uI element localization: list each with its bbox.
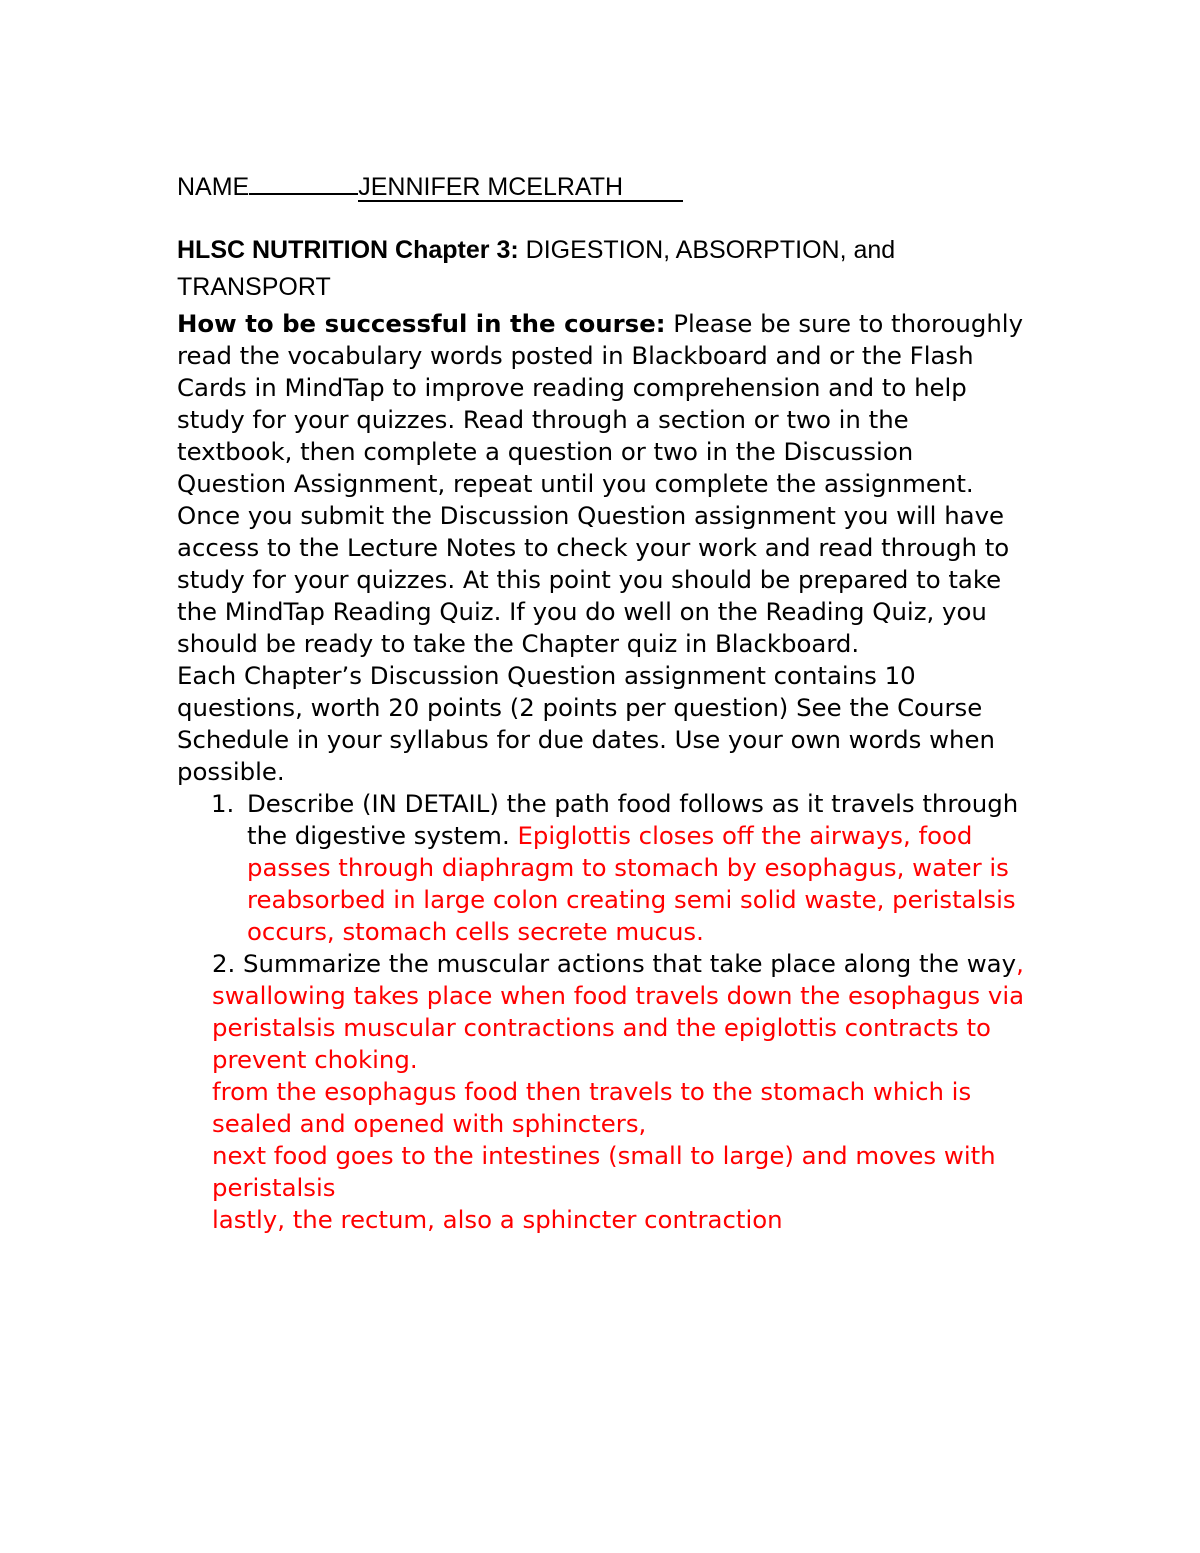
heading-title: DIGESTION, ABSORPTION, and TRANSPORT: [177, 236, 896, 301]
instructions-paragraph: Each Chapter’s Discussion Question assignment contains 10 questions, worth 20 points (2 points per question) See the Course Schedule in your syllabus for due dates. Use your own words when possible.: [177, 661, 995, 786]
chapter-heading: [177, 232, 977, 306]
question-1-number: 1.: [211, 789, 235, 818]
question-2-answer-line-4: lastly, the rectum, also a sphincter contraction: [212, 1205, 783, 1234]
name-field: [177, 168, 1027, 206]
question-2-number: 2.: [212, 949, 236, 978]
heading-course: HLSC NUTRITION Chapter 3:: [177, 236, 519, 264]
question-2-prompt: Summarize the muscular actions that take place along the way: [235, 949, 1017, 978]
intro-paragraph: [177, 308, 1027, 660]
intro-lead: How to be successful in the course:: [177, 309, 666, 338]
question-2-answer-line-2: from the esophagus food then travels to the stomach which is sealed and opened with sphincters,: [212, 1077, 972, 1138]
name-label: NAME: [177, 173, 250, 201]
question-1: [177, 788, 1027, 948]
intro-text: Please be sure to thoroughly read the vocabulary words posted in Blackboard and or the Flash Cards in MindTap to improve reading comprehension and to help study for your quizzes. Read through a section or two in the textbook, then complete a question or two in the Discussion Question Assignment, repeat until you complete the assignment. Once you submit the Discussion Question assignment you will have access to the Lecture Notes to check your work and read through to study for your quizzes. At this point you should be prepared to take the MindTap Reading Quiz. If you do well on the Reading Quiz, you should be ready to take the Chapter quiz in Blackboard.: [177, 309, 1024, 658]
name-underline: [249, 169, 358, 195]
question-1-answer: Epiglottis closes off the airways, food passes through diaphragm to stomach by esophagus, water is reabsorbed in large colon creating semi solid waste, peristalsis occurs, stomach cells secrete mucus.: [247, 821, 1016, 946]
question-list: [177, 788, 1027, 980]
question-2-answer-line-1: swallowing takes place when food travels down the esophagus via peristalsis muscular contractions and the epiglottis contracts to prevent choking.: [212, 981, 1025, 1074]
name-value: JENNIFER MCELRATH: [358, 174, 683, 202]
question-2-trailing: ,: [1016, 949, 1024, 978]
question-2-answer-line-3: next food goes to the intestines (small to large) and moves with peristalsis: [212, 1141, 996, 1202]
question-2: [177, 948, 1027, 980]
document-content: [177, 168, 1027, 1236]
question-1-prompt: Describe (IN DETAIL) the path food follows as it travels through the digestive system.: [247, 789, 1019, 850]
